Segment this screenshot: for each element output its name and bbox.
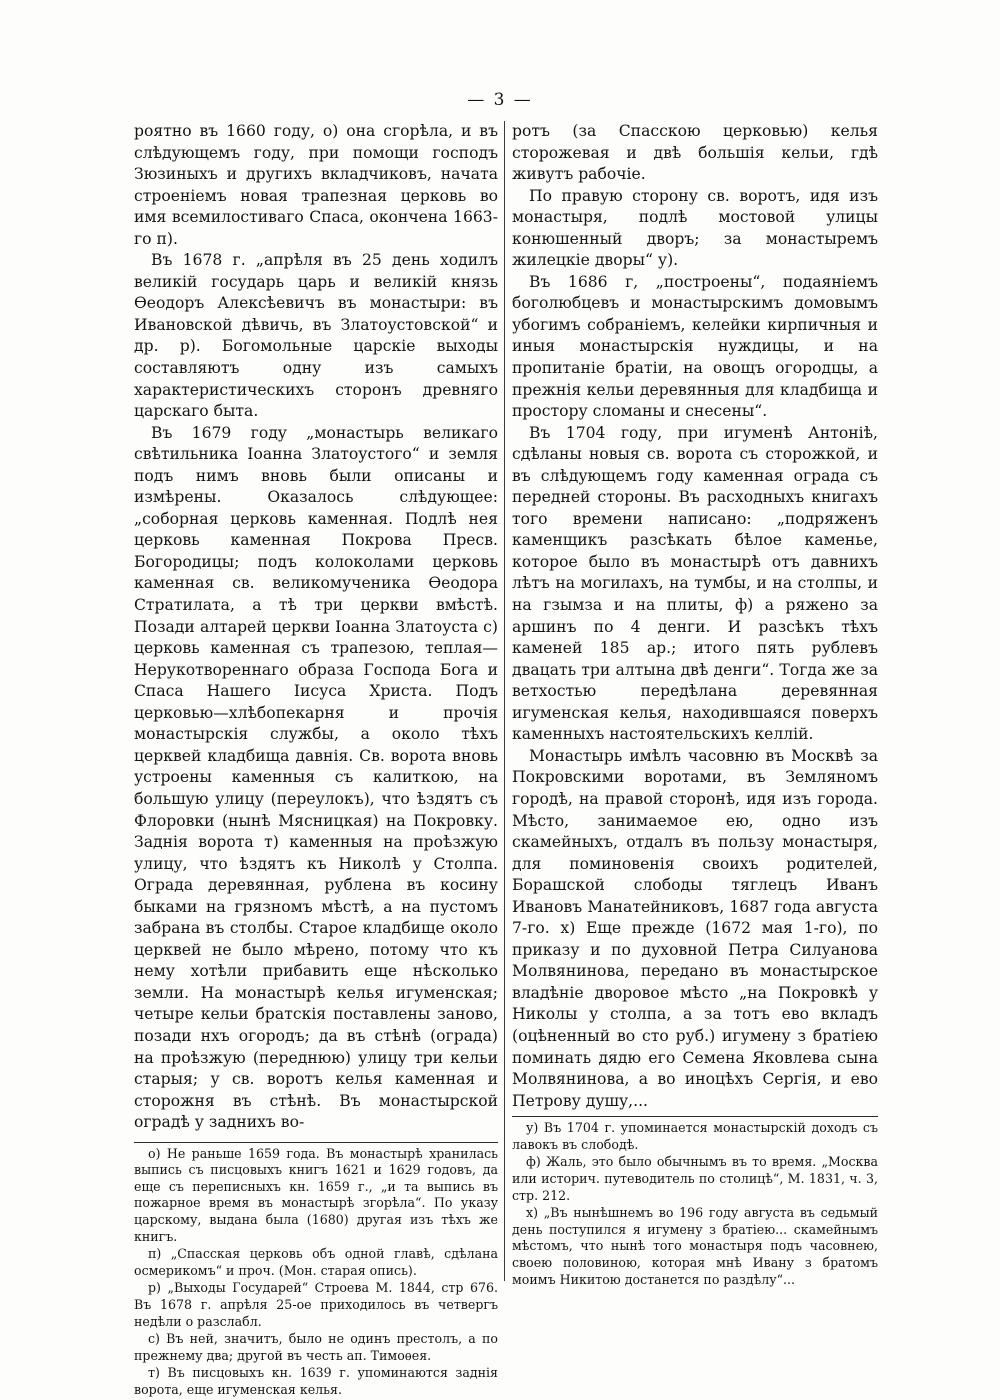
footnote: р) „Выходы Государей“ Строева М. 1844, стр 676. Въ 1678 г. апрѣля 25-ое приходилось въ четвергъ недѣли о разслабл. xyxy=(134,1280,498,1329)
right-footnotes xyxy=(512,1120,878,1288)
footnote: о) Не раньше 1659 года. Въ монастырѣ хранилась выпись съ писцовыхъ книгъ 1621 и 1629 годовъ, да еще съ переписныхъ кн. 1659 г., „и та выпись въ пожарное время въ монастырѣ згорѣла“. По указу царскому, выдана была (1680) другая изъ тѣхъ же книгъ. xyxy=(134,1145,498,1244)
right-column xyxy=(512,121,878,1289)
left-column xyxy=(134,121,498,1400)
paragraph: ротъ (за Спасскою церковью) келья сторожевая и двѣ большія кельи, гдѣ живутъ рабочіе. xyxy=(512,122,878,184)
left-footnotes xyxy=(134,1146,498,1399)
paragraph: Въ 1686 г, „построены“, подаяніемъ боголюбцевъ и монастырскимъ домовымъ убогимъ собраніемъ, келейки кирпичныя и иныя монастырскія нуждицы, и на пропитаніе братіи, на овощъ огородцы, а прежнія кельи деревянныя для кладбища и простору сломаны и снесены“. xyxy=(512,272,878,421)
footnote-divider xyxy=(134,1142,498,1143)
footnote: ф) Жаль, это было обычнымъ въ то время. „Москва или историч. путеводитель по столицѣ“, М. 1831, ч. 3, стр. 212. xyxy=(512,1154,878,1203)
footnote: у) Въ 1704 г. упоминается монастырскій доходъ съ лавокъ въ слободѣ. xyxy=(512,1120,878,1152)
footnote: п) „Спасская церковь объ одной главѣ, сдѣлана осмерикомъ“ и проч. (Мон. старая опись). xyxy=(134,1246,498,1278)
footnote-divider xyxy=(512,1116,878,1117)
left-body-text xyxy=(134,121,498,1134)
footnote: т) Въ писцовыхъ кн. 1639 г. упоминаются заднія ворота, еще игуменская келья. xyxy=(134,1365,498,1398)
page-number: — 3 — xyxy=(467,90,533,110)
right-body-text xyxy=(512,121,878,1112)
footnote: с) Въ ней, значитъ, было не одинъ престолъ, а по прежнему два; другой въ честь ап. Тимоѳея. xyxy=(134,1331,498,1363)
paragraph: Монастырь имѣлъ часовню въ Москвѣ за Покровскими воротами, въ Земляномъ городѣ, на правой сторонѣ, идя изъ города. Мѣсто, занимаемое ею, одно изъ скамейныхъ, отдалъ въ пользу монастыря, для поминовенія своихъ родителей, Борашской слободы тяглецъ Иванъ Ивановъ Манатейниковъ, 1687 года августа 7-го. х) Еще прежде (1672 мая 1-го), по приказу и по духовной Петра Силуанова Молвянинова, передано въ монастырское владѣніе дворовое мѣсто „на Покровкѣ у Николы у столпа, а за тотъ ево вкладъ (оцѣненный во сто руб.) игумену з братіею поминать дядю его Семена Яковлева сына Молвянинова, а во иноцѣхъ Сергія, и ево Петрову душу,... xyxy=(512,746,878,1110)
paragraph: роятно въ 1660 году, о) она сгорѣла, и въ слѣдующемъ году, при помощи господъ Зюзиныхъ и другихъ вкладчиковъ, начата строеніемъ новая трапезная церковь во имя всемилостиваго Спаса, окончена 1663-го п). xyxy=(134,122,498,248)
paragraph: Въ 1678 г. „апрѣля въ 25 день ходилъ великій государь царь и великій князь Ѳеодоръ Алексѣевичъ въ монастыри: въ Ивановской дѣвичь, въ Златоустовской“ и др. р). Богомольные царскіе выходы составляютъ одну изъ самыхъ характеристическихъ сторонъ древняго царскаго быта. xyxy=(134,251,498,421)
paragraph: По правую сторону св. воротъ, идя изъ монастыря, подлѣ мостовой улицы конюшенный дворъ; за монастыремъ жилецкіе дворы“ у). xyxy=(512,186,878,270)
paragraph: Въ 1704 году, при игуменѣ Антоніѣ, сдѣланы новыя св. ворота съ сторожкой, и въ слѣдующемъ году каменная ограда съ передней стороны. Въ расходныхъ книгахъ того времени написано: „подряженъ каменщикъ разсѣкать бѣлое каменье, которое было въ монастырѣ отъ давнихъ лѣтъ на могилахъ, на тумбы, и на столпы, и на гзымза и на плиты, ф) а ряжено за аршинъ по 4 денги. И разсѣкъ тѣхъ каменей 185 ар.; итого пять рублевъ двацать три алтына двѣ денги“. Тогда же за ветхостью передѣлана деревянная игуменская келья, находившаяся поверхъ каменныхъ настоятельскихъ келлій. xyxy=(512,423,878,744)
footnote: х) „Въ нынѣшнемъ во 196 году августа въ седьмый день поступился я игумену з братіею... скамейнымъ мѣстомъ, что нынѣ того монастыря подъ часовнею, своею половиною, которая мнѣ Ивану з братомъ моимъ Никитою достанется по раздѣлу“... xyxy=(512,1205,878,1287)
column-divider xyxy=(504,121,505,1281)
paragraph: Въ 1679 году „монастырь великаго свѣтильника Іоанна Златоустого“ и земля подъ нимъ вновь были описаны и измѣрены. Оказалось слѣдующее: „соборная церковь каменная. Подлѣ нея церковь каменная Покрова Пресв. Богородицы; подъ колоколами церковь каменная св. великомученика Ѳеодора Стратилата, а тѣ три церкви вмѣстѣ. Позади алтарей церкви Іоанна Златоуста с) церковь каменная съ трапезою, теплая—Нерукотвореннаго образа Господа Бога и Спаса Нашего Іисуса Христа. Подъ церковью—хлѣбопекарня и прочія монастырскія службы, а около тѣхъ церквей кладбища давнія. Св. ворота вновь устроены каменныя съ калиткою, на большую улицу (переулокъ), что ѣздятъ съ Флоровки (нынѣ Мясницкая) на Покровку. Заднія ворота т) каменныя на проѣзжую улицу, что ѣздятъ къ Николѣ у Столпа. Ограда деревянная, рублена въ косину быками на грязномъ мѣстѣ, а на пустомъ забрана въ столбы. Старое кладбище около церквей не было мѣрено, потому что къ нему хотѣли прибавить еще нѣсколько земли. На монастырѣ келья игуменская; четыре кельи братскія поставлены заново, позади нхъ огородъ; да въ стѣнѣ (ограда) на проѣзжую (переднюю) улицу три кельи старыя; у св. воротъ келья каменная и сторожня въ стѣнѣ. Въ монастырской оградѣ у заднихъ во- xyxy=(134,423,498,1132)
